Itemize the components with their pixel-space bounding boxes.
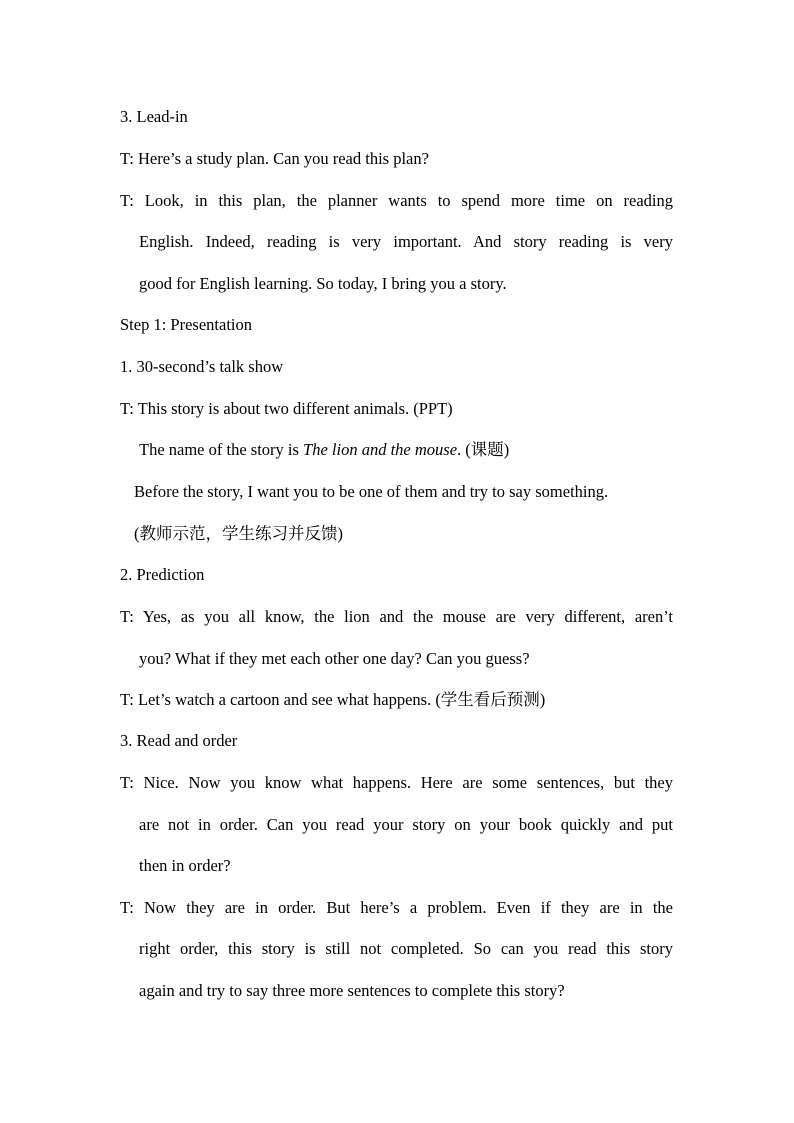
heading-step-1: Step 1: Presentation <box>120 315 252 334</box>
paragraph-line: are not in order. Can you read your story on your book quickly and put <box>139 815 673 834</box>
paragraph-line: T: Nice. Now you know what happens. Here are some sentences, but they <box>120 773 673 792</box>
paragraph-line: T: Now they are in order. But here’s a problem. Even if they are in the <box>120 898 673 917</box>
heading-read-and-order: 3. Read and order <box>120 731 238 750</box>
paragraph-line: T: This story is about two different animals. (PPT) <box>120 399 453 418</box>
paragraph-line: you? What if they met each other one day? Can you guess? <box>139 649 530 668</box>
paragraph-line: good for English learning. So today, I bring you a story. <box>139 274 507 293</box>
paragraph-line: then in order? <box>139 856 231 875</box>
heading-talk-show: 1. 30-second’s talk show <box>120 357 284 376</box>
paragraph-line: T: Yes, as you all know, the lion and the mouse are very different, aren’t <box>120 607 673 626</box>
heading-lead-in: 3. Lead-in <box>120 107 188 126</box>
paragraph-line: again and try to say three more sentences to complete this story? <box>139 981 565 1000</box>
paragraph-line: Before the story, I want you to be one of them and try to say something. <box>134 482 609 501</box>
story-title-note: . (课题) <box>457 440 510 459</box>
paragraph-line: T: Let’s watch a cartoon and see what happens. (学生看后预测) <box>120 690 546 709</box>
story-title: The lion and the mouse <box>303 440 458 459</box>
paragraph-line: T: Here’s a study plan. Can you read this plan? <box>120 149 429 168</box>
story-title-prefix: The name of the story is <box>139 440 304 459</box>
heading-prediction: 2. Prediction <box>120 565 205 584</box>
paragraph-line: right order, this story is still not completed. So can you read this story <box>139 939 673 958</box>
story-title-line <box>139 440 509 460</box>
paragraph-line: English. Indeed, reading is very important. And story reading is very <box>139 232 673 251</box>
paragraph-line: T: Look, in this plan, the planner wants to spend more time on reading <box>120 191 673 210</box>
chinese-note: (教师示范，学生练习并反馈) <box>134 524 343 543</box>
